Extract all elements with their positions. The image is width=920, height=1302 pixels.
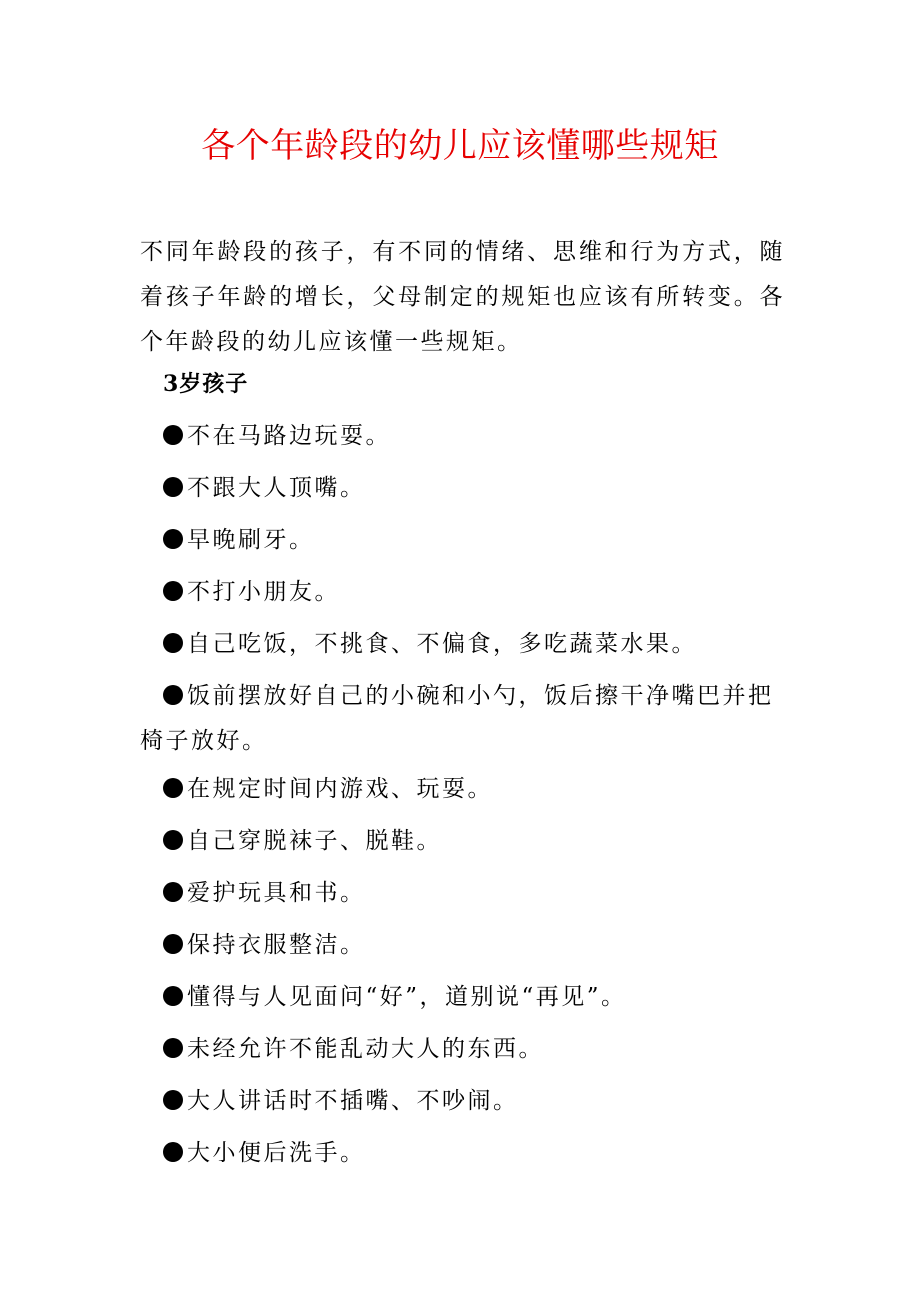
rule-text: 不打小朋友。 [187, 579, 340, 605]
bullet-icon [163, 529, 183, 549]
bullet-icon [163, 830, 183, 850]
bullet-icon [163, 581, 183, 601]
rule-text: 保持衣服整洁。 [187, 932, 366, 958]
bullet-icon [163, 633, 183, 653]
rule-text: 爱护玩具和书。 [187, 880, 366, 906]
bullet-icon [163, 477, 183, 497]
rule-item [140, 871, 785, 916]
rule-text: 自己穿脱袜子、脱鞋。 [187, 828, 442, 854]
rule-item [140, 570, 785, 615]
rule-text: 不在马路边玩耍。 [187, 423, 391, 449]
rule-text: 大小便后洗手。 [187, 1140, 366, 1166]
bullet-icon [163, 882, 183, 902]
rule-item [140, 466, 785, 511]
rule-item [140, 819, 785, 864]
rule-item [140, 767, 785, 812]
rule-text: 大人讲话时不插嘴、不吵闹。 [187, 1088, 519, 1114]
rule-item [140, 518, 785, 563]
bullet-icon [163, 934, 183, 954]
rule-item [140, 622, 785, 667]
rule-text: 懂得与人见面问“好”，道别说“再见”。 [187, 984, 627, 1010]
section-heading: 3岁孩子 [163, 371, 249, 397]
bullet-icon [163, 685, 183, 705]
bullet-icon [163, 1142, 183, 1162]
bullet-icon [163, 1090, 183, 1110]
rule-item [140, 1079, 785, 1124]
bullet-icon [163, 778, 183, 798]
bullet-icon [163, 425, 183, 445]
rule-text: 饭前摆放好自己的小碗和小勺，饭后擦干净嘴巴并把椅子放好。 [140, 683, 774, 754]
rule-text: 自己吃饭，不挑食、不偏食，多吃蔬菜水果。 [187, 631, 697, 657]
bullet-icon [163, 1038, 183, 1058]
rule-text: 未经允许不能乱动大人的东西。 [187, 1036, 544, 1062]
rule-text: 不跟大人顶嘴。 [187, 475, 366, 501]
rule-item [140, 975, 785, 1020]
bullet-icon [163, 986, 183, 1006]
document-title: 各个年龄段的幼儿应该懂哪些规矩 [201, 126, 719, 166]
rule-item [140, 1027, 785, 1072]
rule-item [140, 923, 785, 968]
rule-item [140, 1131, 785, 1176]
rule-text: 在规定时间内游戏、玩耍。 [187, 776, 493, 802]
intro-paragraph: 不同年龄段的孩子，有不同的情绪、思维和行为方式，随着孩子年龄的增长，父母制定的规矩也应该有所转变。各个年龄段的幼儿应该懂一些规矩。 [140, 239, 785, 355]
rule-text: 早晚刷牙。 [187, 527, 315, 553]
rule-item [140, 674, 785, 764]
rule-item [140, 414, 785, 459]
